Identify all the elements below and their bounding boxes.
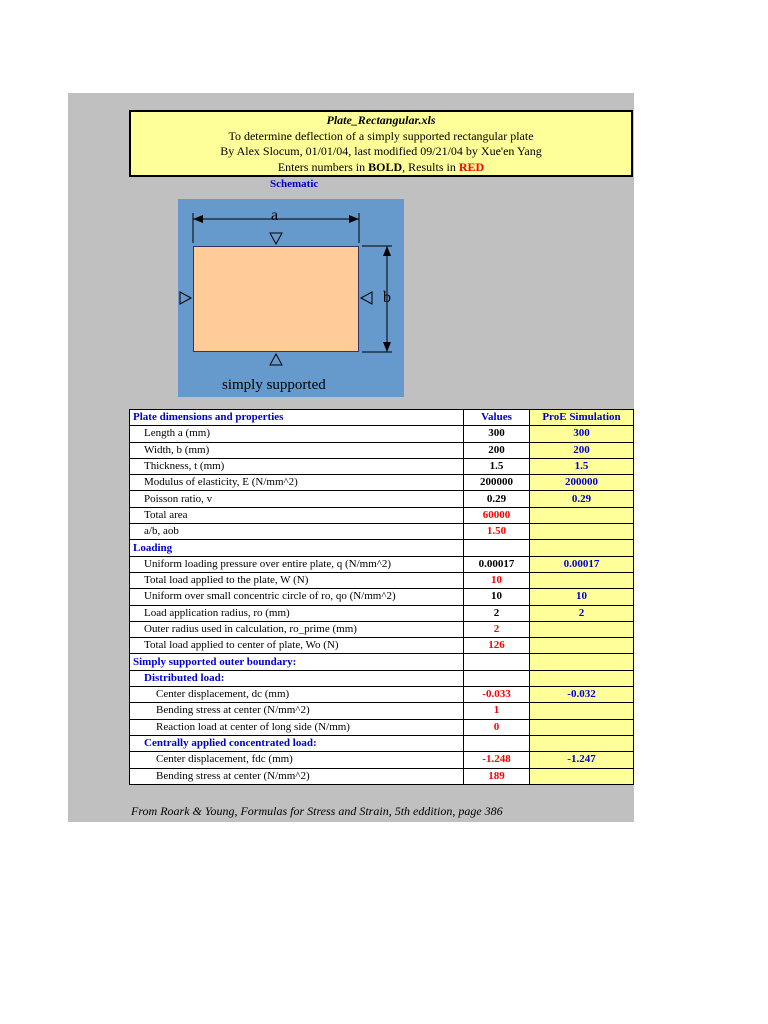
row-value-cell[interactable]: 10 <box>464 589 530 605</box>
row-sim-cell[interactable]: 0.00017 <box>530 556 634 572</box>
row-label-cell[interactable]: Reaction load at center of long side (N/mm) <box>130 719 464 735</box>
title-box <box>129 110 633 177</box>
legend-red: RED <box>458 159 485 174</box>
row-label-cell[interactable]: Total load applied to center of plate, Wo (N) <box>130 638 464 654</box>
row-value-cell[interactable]: 60000 <box>464 507 530 523</box>
table-row <box>130 556 634 572</box>
table-row <box>130 442 634 458</box>
row-label-cell[interactable]: Simply supported outer boundary: <box>130 654 464 670</box>
table-row <box>130 426 634 442</box>
table-row <box>130 540 634 556</box>
row-label-cell[interactable]: Bending stress at center (N/mm^2) <box>130 768 464 784</box>
row-sim-cell[interactable] <box>530 638 634 654</box>
row-label-cell[interactable]: Thickness, t (mm) <box>130 458 464 474</box>
row-sim-cell[interactable] <box>530 507 634 523</box>
row-label-cell[interactable]: Length a (mm) <box>130 426 464 442</box>
row-sim-cell[interactable]: 1.5 <box>530 458 634 474</box>
row-sim-cell[interactable] <box>530 670 634 686</box>
row-sim-cell[interactable]: -0.032 <box>530 687 634 703</box>
row-sim-cell[interactable]: 200000 <box>530 475 634 491</box>
row-sim-cell[interactable]: 10 <box>530 589 634 605</box>
row-value-cell[interactable] <box>464 540 530 556</box>
row-label-cell[interactable]: Total load applied to the plate, W (N) <box>130 572 464 588</box>
table-row <box>130 458 634 474</box>
row-sim-cell[interactable]: 0.29 <box>530 491 634 507</box>
table-row <box>130 719 634 735</box>
row-sim-cell[interactable] <box>530 735 634 751</box>
dim-a-arrow-left <box>193 215 203 223</box>
row-value-cell[interactable]: -1.248 <box>464 752 530 768</box>
row-label-cell[interactable]: Loading <box>130 540 464 556</box>
support-left-icon <box>180 292 191 304</box>
row-value-cell[interactable]: 2 <box>464 605 530 621</box>
row-value-cell[interactable] <box>464 670 530 686</box>
table-row <box>130 491 634 507</box>
row-value-cell[interactable] <box>464 654 530 670</box>
row-value-cell[interactable]: 300 <box>464 426 530 442</box>
row-sim-cell[interactable] <box>530 524 634 540</box>
row-sim-cell[interactable] <box>530 572 634 588</box>
row-label-cell[interactable]: Distributed load: <box>130 670 464 686</box>
support-top-icon <box>270 233 282 244</box>
row-sim-cell[interactable] <box>530 768 634 784</box>
table-row <box>130 670 634 686</box>
row-sim-cell[interactable] <box>530 703 634 719</box>
author-line: By Alex Slocum, 01/01/04, last modified 09/21/04 by Xue'en Yang <box>220 144 542 158</box>
row-sim-cell[interactable] <box>530 719 634 735</box>
row-value-cell[interactable]: 126 <box>464 638 530 654</box>
row-label-cell[interactable]: Center displacement, dc (mm) <box>130 687 464 703</box>
dim-a-arrow-right <box>349 215 359 223</box>
table-row <box>130 589 634 605</box>
row-sim-cell[interactable]: 2 <box>530 605 634 621</box>
row-label-cell[interactable]: Center displacement, fdc (mm) <box>130 752 464 768</box>
row-sim-cell[interactable] <box>530 621 634 637</box>
table-row <box>130 752 634 768</box>
table-row <box>130 475 634 491</box>
row-value-cell[interactable] <box>464 735 530 751</box>
row-value-cell[interactable]: 0 <box>464 719 530 735</box>
table-row <box>130 703 634 719</box>
table-row <box>130 507 634 523</box>
table-header-row <box>130 410 634 426</box>
support-bottom-icon <box>270 354 282 365</box>
row-label-cell[interactable]: Bending stress at center (N/mm^2) <box>130 703 464 719</box>
data-table <box>129 409 634 785</box>
row-label-cell[interactable]: Modulus of elasticity, E (N/mm^2) <box>130 475 464 491</box>
legend-prefix: Enters numbers in <box>277 159 369 174</box>
row-value-cell[interactable]: 10 <box>464 572 530 588</box>
row-sim-cell[interactable] <box>530 540 634 556</box>
row-label-cell[interactable]: Total area <box>130 507 464 523</box>
table-row <box>130 735 634 751</box>
table-row <box>130 768 634 784</box>
row-sim-cell[interactable]: 300 <box>530 426 634 442</box>
dim-b-arrow-bottom <box>383 342 391 352</box>
row-sim-cell[interactable]: 200 <box>530 442 634 458</box>
dim-a-label: a <box>271 207 279 224</box>
row-value-cell[interactable]: 1.50 <box>464 524 530 540</box>
footer-reference: From Roark & Young, Formulas for Stress and Strain, 5th eddition, page 386 <box>131 804 503 818</box>
schematic-caption: simply supported <box>222 377 326 393</box>
support-right-icon <box>361 292 372 304</box>
row-sim-cell[interactable] <box>530 654 634 670</box>
row-label-cell[interactable]: Poisson ratio, v <box>130 491 464 507</box>
table-row <box>130 524 634 540</box>
schematic-figure <box>178 199 404 397</box>
row-value-cell[interactable]: 200000 <box>464 475 530 491</box>
row-label-cell[interactable]: Uniform over small concentric circle of ro, qo (N/mm^2) <box>130 589 464 605</box>
table-row <box>130 687 634 703</box>
row-label-cell[interactable]: Centrally applied concentrated load: <box>130 735 464 751</box>
row-label-cell[interactable]: Load application radius, ro (mm) <box>130 605 464 621</box>
row-label-cell[interactable]: a/b, aob <box>130 524 464 540</box>
legend-line <box>131 160 631 176</box>
header-label-cell[interactable]: Plate dimensions and properties <box>130 410 464 426</box>
row-sim-cell[interactable]: -1.247 <box>530 752 634 768</box>
row-value-cell[interactable]: 200 <box>464 442 530 458</box>
plate-shape <box>193 246 359 352</box>
table-row <box>130 638 634 654</box>
row-label-cell[interactable]: Uniform loading pressure over entire plate, q (N/mm^2) <box>130 556 464 572</box>
row-value-cell[interactable]: 1 <box>464 703 530 719</box>
legend-mid: , Results in <box>402 159 459 174</box>
description-line: To determine deflection of a simply supported rectangular plate <box>228 128 534 143</box>
row-value-cell[interactable]: 0.00017 <box>464 556 530 572</box>
dim-b-label: b <box>383 289 391 306</box>
row-value-cell[interactable]: 0.29 <box>464 491 530 507</box>
row-label-cell[interactable]: Width, b (mm) <box>130 442 464 458</box>
dim-b-arrow-top <box>383 246 391 256</box>
row-value-cell[interactable]: 2 <box>464 621 530 637</box>
table-row <box>130 621 634 637</box>
file-title: Plate_Rectangular.xls <box>326 113 436 127</box>
header-values-cell[interactable]: Values <box>464 410 530 426</box>
table-row <box>130 654 634 670</box>
schematic-label: Schematic <box>270 178 319 190</box>
legend-bold: BOLD <box>368 159 403 174</box>
header-sim-cell[interactable]: ProE Simulation <box>530 410 634 426</box>
row-value-cell[interactable]: 189 <box>464 768 530 784</box>
table-row <box>130 605 634 621</box>
row-value-cell[interactable]: -0.033 <box>464 687 530 703</box>
table-row <box>130 572 634 588</box>
row-label-cell[interactable]: Outer radius used in calculation, ro_prime (mm) <box>130 621 464 637</box>
row-value-cell[interactable]: 1.5 <box>464 458 530 474</box>
